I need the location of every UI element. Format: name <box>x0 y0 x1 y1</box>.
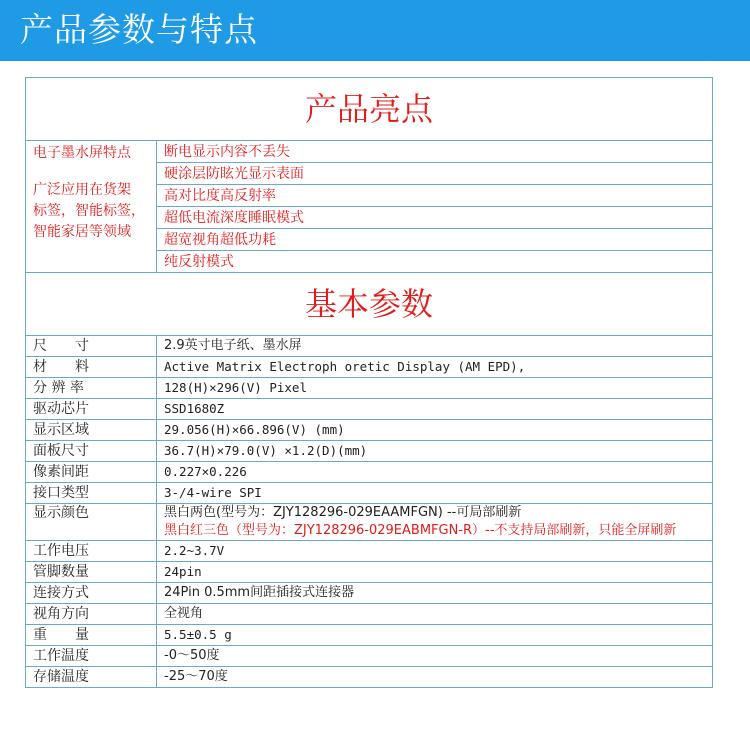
spec-table <box>25 77 713 688</box>
param-row <box>26 357 713 378</box>
highlights-label-line-3: 智能家居等领域 <box>33 224 131 240</box>
highlights-label <box>26 141 157 273</box>
param-row <box>26 420 713 441</box>
param-value: 128(H)×296(V) Pixel <box>157 378 713 399</box>
display-color-bw: 黑白两色(型号为：ZJY128296-029EAAMFGN) --可局部刷新 <box>164 505 522 520</box>
param-label: 像素间距 <box>26 462 157 483</box>
highlight-row <box>26 141 713 163</box>
param-label: 连接方式 <box>26 583 157 604</box>
highlight-item: 断电显示内容不丢失 <box>157 141 713 163</box>
param-label: 驱动芯片 <box>26 399 157 420</box>
param-value: -25～70度 <box>157 667 713 688</box>
highlights-label-line-2: 标签，智能标签， <box>33 203 145 219</box>
highlights-label-line-1: 广泛应用在货架 <box>33 182 131 198</box>
param-value: 0.227×0.226 <box>157 462 713 483</box>
highlight-item: 超低电流深度睡眠模式 <box>157 207 713 229</box>
highlight-item: 纯反射模式 <box>157 251 713 273</box>
param-value: 24pin <box>157 562 713 583</box>
param-label: 重 量 <box>26 625 157 646</box>
param-label: 面板尺寸 <box>26 441 157 462</box>
section-banner <box>0 0 750 61</box>
highlight-item: 硬涂层防眩光显示表面 <box>157 163 713 185</box>
param-value <box>157 504 713 541</box>
param-label: 分 辨 率 <box>26 378 157 399</box>
param-label: 显示颜色 <box>26 504 157 541</box>
param-row <box>26 483 713 504</box>
param-value: -0～50度 <box>157 646 713 667</box>
param-value: 2.2~3.7V <box>157 541 713 562</box>
param-value: SSD1680Z <box>157 399 713 420</box>
param-value: 5.5±0.5 g <box>157 625 713 646</box>
param-row <box>26 646 713 667</box>
param-label: 接口类型 <box>26 483 157 504</box>
param-value: 全视角 <box>157 604 713 625</box>
param-label: 存储温度 <box>26 667 157 688</box>
param-row <box>26 541 713 562</box>
param-row <box>26 336 713 357</box>
param-row <box>26 604 713 625</box>
params-heading-row <box>26 273 713 336</box>
param-label: 显示区域 <box>26 420 157 441</box>
banner-title: 产品参数与特点 <box>20 10 258 49</box>
param-value: 36.7(H)×79.0(V) ×1.2(D)(mm) <box>157 441 713 462</box>
param-value: Active Matrix Electroph oretic Display (AM EPD), <box>157 357 713 378</box>
param-label: 材 料 <box>26 357 157 378</box>
param-label: 工作温度 <box>26 646 157 667</box>
param-value: 3-/4-wire SPI <box>157 483 713 504</box>
highlights-label-top: 电子墨水屏特点 <box>33 145 131 161</box>
param-label: 视角方向 <box>26 604 157 625</box>
highlights-heading-row <box>26 78 713 141</box>
param-row <box>26 378 713 399</box>
highlight-item: 超宽视角超低功耗 <box>157 229 713 251</box>
param-label: 工作电压 <box>26 541 157 562</box>
param-label: 管脚数量 <box>26 562 157 583</box>
param-label: 尺 寸 <box>26 336 157 357</box>
param-row <box>26 462 713 483</box>
param-value: 29.056(H)×66.896(V) (mm) <box>157 420 713 441</box>
display-color-bwr: 黑白红三色（型号为：ZJY128296-029EABMFGN-R）--不支持局部刷新，只能全屏刷新 <box>164 523 677 538</box>
param-value: 24Pin 0.5mm间距插接式连接器 <box>157 583 713 604</box>
highlights-heading: 产品亮点 <box>26 78 713 141</box>
param-value: 2.9英寸电子纸、墨水屏 <box>157 336 713 357</box>
params-heading: 基本参数 <box>26 273 713 336</box>
param-row <box>26 667 713 688</box>
param-row <box>26 504 713 541</box>
param-row <box>26 399 713 420</box>
param-row <box>26 562 713 583</box>
param-row <box>26 441 713 462</box>
param-row <box>26 625 713 646</box>
highlight-item: 高对比度高反射率 <box>157 185 713 207</box>
param-row <box>26 583 713 604</box>
